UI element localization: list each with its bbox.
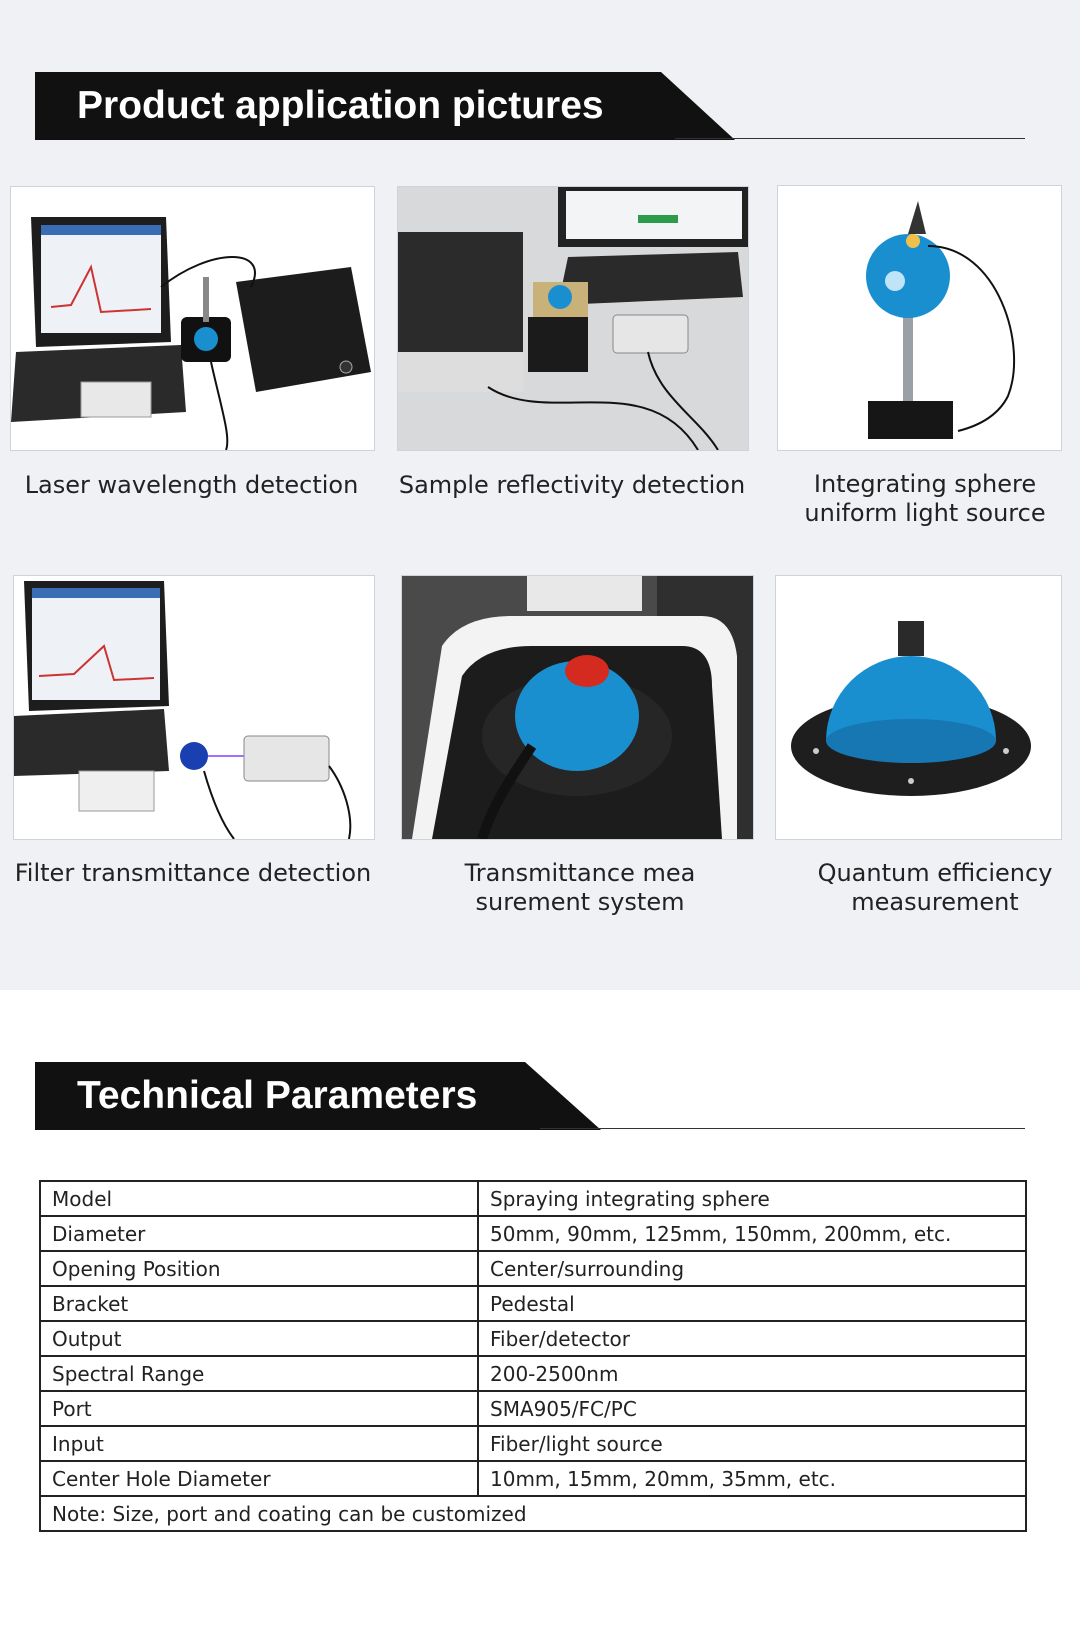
technical-heading-banner [35, 1062, 1025, 1130]
param-value: Center/surrounding [478, 1251, 1026, 1286]
param-value: 10mm, 15mm, 20mm, 35mm, etc. [478, 1461, 1026, 1496]
customization-note: Note: Size, port and coating can be customized [40, 1496, 1026, 1531]
integrating-sphere-stand-icon [778, 186, 1061, 450]
technical-heading: Technical Parameters [77, 1074, 478, 1117]
param-label: Input [40, 1426, 478, 1461]
caption-integrating-sphere: Integrating sphere uniform light source [804, 470, 1046, 527]
laptop-spectrometer-icon [11, 187, 374, 450]
caption-sample-reflectivity: Sample reflectivity detection [398, 471, 746, 499]
caption-filter-transmittance: Filter transmittance detection [14, 859, 372, 887]
table-row [40, 1321, 1026, 1356]
param-value: Spraying integrating sphere [478, 1181, 1026, 1216]
param-label: Spectral Range [40, 1356, 478, 1391]
photo-quantum-efficiency [775, 575, 1062, 840]
param-label: Center Hole Diameter [40, 1461, 478, 1496]
table-row [40, 1461, 1026, 1496]
applications-heading: Product application pictures [77, 84, 604, 127]
param-value: Fiber/detector [478, 1321, 1026, 1356]
photo-sample-reflectivity [397, 186, 749, 451]
photo-transmittance-system [401, 575, 754, 840]
photo-integrating-sphere [777, 185, 1062, 451]
photo-laser-wavelength [10, 186, 375, 451]
param-label: Model [40, 1181, 478, 1216]
heading-rule [675, 138, 1025, 139]
reflectivity-setup-icon [398, 187, 748, 450]
param-label: Opening Position [40, 1251, 478, 1286]
param-value: Pedestal [478, 1286, 1026, 1321]
applications-heading-banner [35, 72, 1025, 140]
param-label: Port [40, 1391, 478, 1426]
param-value: 200-2500nm [478, 1356, 1026, 1391]
photo-filter-transmittance [13, 575, 375, 840]
table-row [40, 1216, 1026, 1251]
table-row [40, 1426, 1026, 1461]
caption-quantum-efficiency: Quantum efficiency measurement [817, 859, 1053, 916]
caption-laser-wavelength: Laser wavelength detection [24, 471, 359, 499]
dome-sphere-icon [776, 576, 1061, 839]
table-note-row [40, 1496, 1026, 1531]
table-row [40, 1391, 1026, 1426]
param-label: Diameter [40, 1216, 478, 1251]
parameters-table [39, 1180, 1027, 1532]
transmittance-sphere-icon [402, 576, 753, 839]
table-row [40, 1356, 1026, 1391]
table-row [40, 1251, 1026, 1286]
param-value: SMA905/FC/PC [478, 1391, 1026, 1426]
table-row [40, 1286, 1026, 1321]
heading-rule [540, 1128, 1025, 1129]
param-label: Bracket [40, 1286, 478, 1321]
param-label: Output [40, 1321, 478, 1356]
table-row [40, 1181, 1026, 1216]
laptop-filter-icon [14, 576, 374, 839]
caption-transmittance-system: Transmittance mea surement system [464, 859, 696, 916]
param-value: Fiber/light source [478, 1426, 1026, 1461]
param-value: 50mm, 90mm, 125mm, 150mm, 200mm, etc. [478, 1216, 1026, 1251]
